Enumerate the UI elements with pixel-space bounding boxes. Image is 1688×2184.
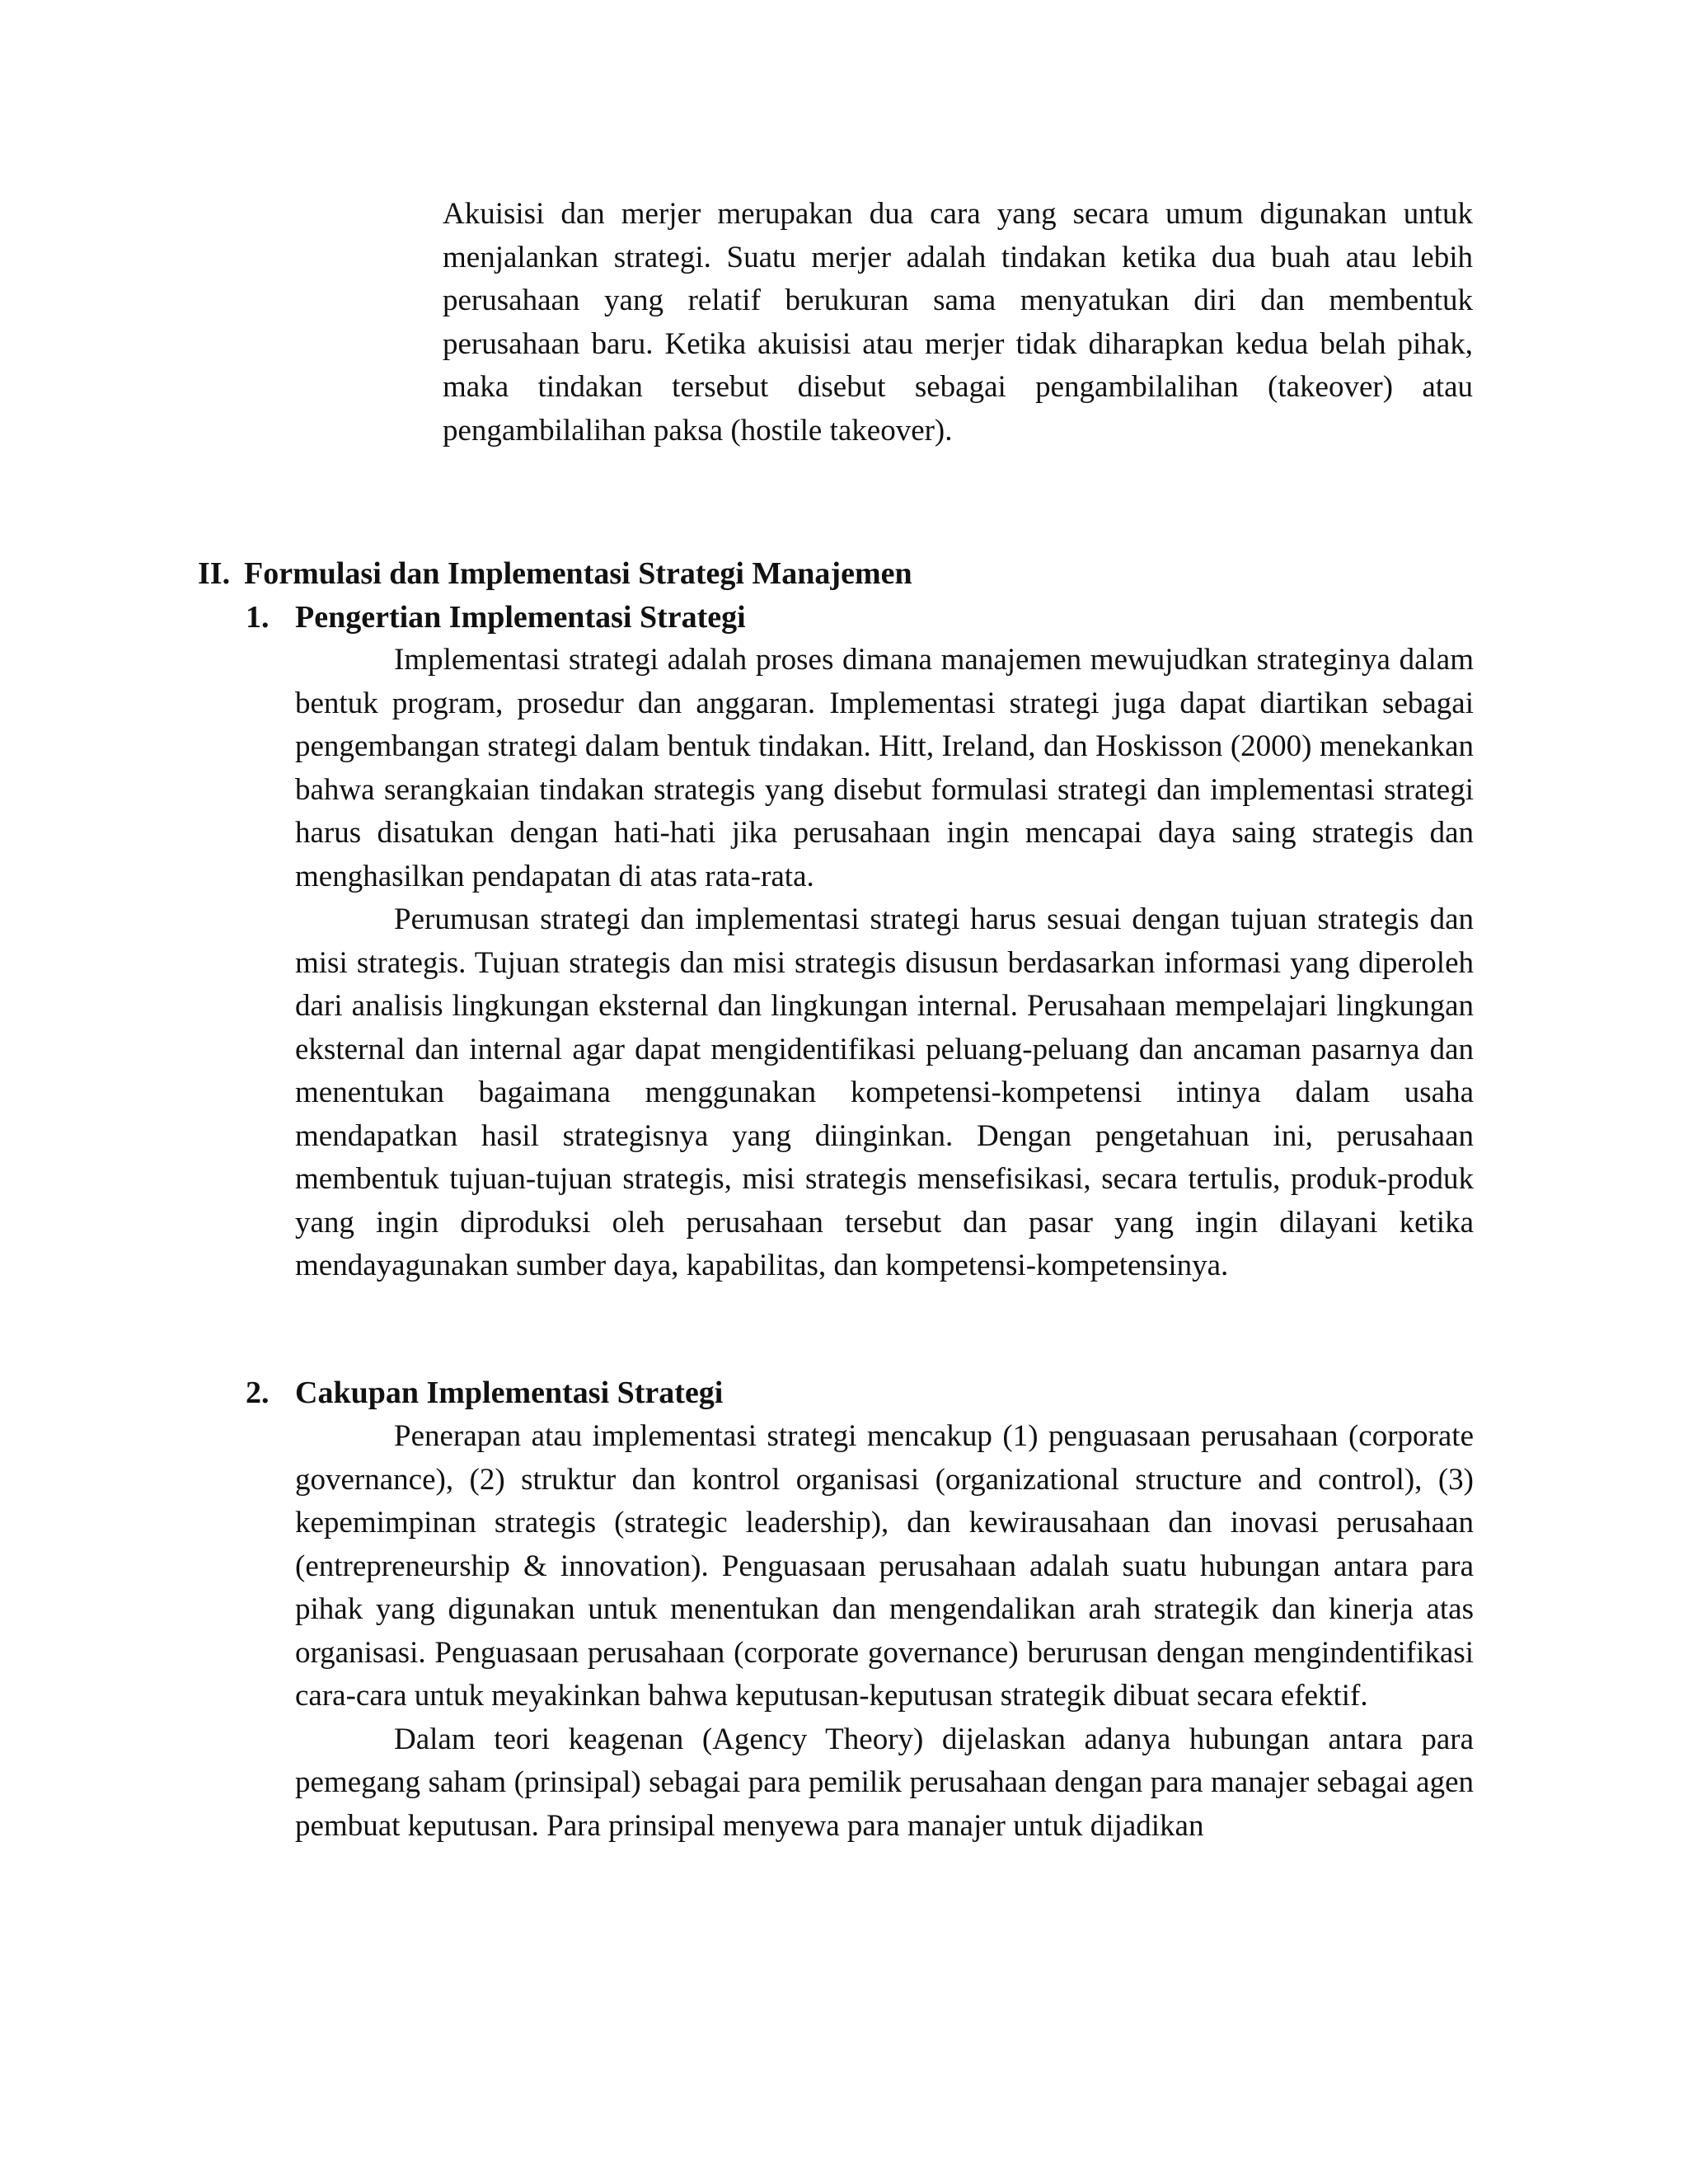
section-heading (198, 552, 1484, 595)
subsection-body-1 (295, 639, 1474, 1288)
paragraph: Perumusan strategi dan implementasi strategi harus sesuai dengan tujuan strategis dan misi strategis. Tujuan strategis dan misi strategis disusun berdasarkan informasi yang diperoleh dari analisis lingkungan eksternal dan lingkungan internal. Perusahaan mempelajari lingkungan eksternal dan internal agar dapat mengidentifikasi peluang-peluang dan ancaman pasarnya dan menentukan bagaimana menggunakan kompetensi-kompetensi intinya dalam usaha mendapatkan hasil strategisnya yang diinginkan. Dengan pengetahuan ini, perusahaan membentuk tujuan-tujuan strategis, misi strategis mensefisikasi, secara tertulis, produk-produk yang ingin diproduksi oleh perusahaan tersebut dan pasar yang ingin dilayani ketika mendayagunakan sumber daya, kapabilitas, dan kompetensi-kompetensinya. (295, 902, 1474, 1282)
section-title: Formulasi dan Implementasi Strategi Manajemen (244, 556, 912, 591)
subsection-number: 2. (246, 1376, 270, 1410)
paragraph: Implementasi strategi adalah proses dimana manajemen mewujudkan strateginya dalam bentuk program, prosedur dan anggaran. Implementasi strategi juga dapat diartikan sebagai pengembangan strategi dalam bentuk tindakan. Hitt, Ireland, dan Hoskisson (2000) menekankan bahwa serangkaian tindakan strategis yang disebut formulasi strategi dan implementasi strategi harus disatukan dengan hati-hati jika perusahaan ingin mencapai daya saing strategis dan menghasilkan pendapatan di atas rata-rata. (295, 643, 1474, 893)
subsection-heading-1 (246, 596, 1482, 639)
paragraph: Penerapan atau implementasi strategi mencakup (1) penguasaan perusahaan (corporate governance), (2) struktur dan kontrol organisasi (organizational structure and control), (3) kepemimpinan strategis (strategic leadership), dan kewirausahaan dan inovasi perusahaan (entrepreneurship & innovation). Penguasaan perusahaan adalah suatu hubungan antara para pihak yang digunakan untuk menentukan dan mengendalikan arah strategik dan kinerja atas organisasi. Penguasaan perusahaan (corporate governance) berurusan dengan mengindentifikasi cara-cara untuk meyakinkan bahwa keputusan-keputusan strategik dibuat secara efektif. (295, 1419, 1474, 1713)
subsection-heading-2 (246, 1371, 1482, 1414)
intro-paragraph: Akuisisi dan merjer merupakan dua cara yang secara umum digunakan untuk menjalankan strategi. Suatu merjer adalah tindakan ketika dua buah atau lebih perusahaan yang relatif berukuran sama menyatukan diri dan membentuk perusahaan baru. Ketika akuisisi atau merjer tidak diharapkan kedua belah pihak, maka tindakan tersebut disebut sebagai pengambilalihan (takeover) atau pengambilalihan paksa (hostile takeover). (443, 197, 1473, 448)
subsection-title: Pengertian Implementasi Strategi (295, 600, 746, 635)
subsection-number: 1. (246, 600, 270, 635)
subsection-body-2 (295, 1415, 1474, 1848)
subsection-title: Cakupan Implementasi Strategi (295, 1376, 724, 1410)
section-number: II. (198, 556, 231, 591)
paragraph: Dalam teori keagenan (Agency Theory) dijelaskan adanya hubungan antara para pemegang saham (prinsipal) sebagai para pemilik perusahaan dengan para manajer sebagai agen pembuat keputusan. Para prinsipal menyewa para manajer untuk dijadikan (295, 1722, 1474, 1843)
